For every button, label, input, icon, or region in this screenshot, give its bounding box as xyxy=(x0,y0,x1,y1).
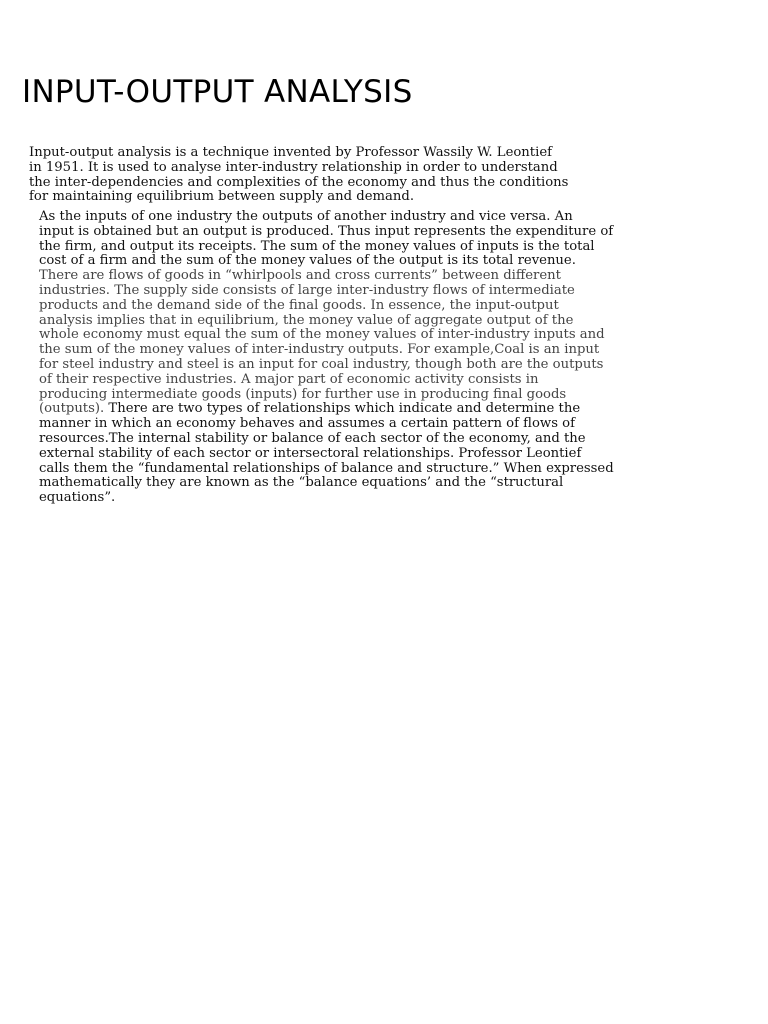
intro-line: in 1951. It is used to analyse inter-industry relationship in order to understand xyxy=(29,159,558,175)
body-line-segment: (outputs). xyxy=(39,401,105,417)
body-line: cost of a firm and the sum of the money values of the output is its total revenue. xyxy=(39,253,576,269)
body-line xyxy=(39,402,759,417)
body-line: As the inputs of one industry the outputs of another industry and vice versa. An xyxy=(39,209,573,224)
body-line: calls them the “fundamental relationships of balance and structure.” When expressed xyxy=(39,460,614,476)
body-line: mathematically they are known as the “balance equations’ and the “structural xyxy=(39,475,564,491)
body-line: of their respective industries. A major part of economic activity consists in xyxy=(39,371,539,387)
body-line: analysis implies that in equilibrium, the money value of aggregate output of the xyxy=(39,312,574,328)
body-line: whole economy must equal the sum of the money values of inter-industry inputs and xyxy=(39,327,605,343)
body-line: producing intermediate goods (inputs) for further use in producing final goods xyxy=(39,386,567,402)
body-line: manner in which an economy behaves and assumes a certain pattern of flows of xyxy=(39,416,575,432)
body-line: the firm, and output its receipts. The sum of the money values of inputs is the total xyxy=(39,238,595,254)
intro-paragraph xyxy=(29,146,749,205)
page-title: INPUT-OUTPUT ANALYSIS xyxy=(22,74,413,110)
body-line: equations”. xyxy=(39,490,116,506)
intro-line: for maintaining equilibrium between supply and demand. xyxy=(29,189,415,205)
body-paragraph xyxy=(39,210,759,506)
body-line: external stability of each sector or intersectoral relationships. Professor Leontief xyxy=(39,445,582,461)
body-line: products and the demand side of the final goods. In essence, the input-output xyxy=(39,297,559,313)
intro-line: Input-output analysis is a technique invented by Professor Wassily W. Leontief xyxy=(29,145,553,160)
body-line: for steel industry and steel is an input for coal industry, though both are the outputs xyxy=(39,356,604,372)
body-line: resources.The internal stability or balance of each sector of the economy, and the xyxy=(39,430,586,446)
body-line: There are flows of goods in “whirlpools and cross currents” between different xyxy=(39,268,561,284)
body-line: input is obtained but an output is produced. Thus input represents the expenditure of xyxy=(39,223,614,239)
body-line: industries. The supply side consists of large inter-industry flows of intermediate xyxy=(39,282,575,298)
body-line: the sum of the money values of inter-industry outputs. For example,Coal is an input xyxy=(39,342,600,358)
intro-line: the inter-dependencies and complexities of the economy and thus the conditions xyxy=(29,174,569,190)
body-line-segment: There are two types of relationships which indicate and determine the xyxy=(108,401,581,417)
